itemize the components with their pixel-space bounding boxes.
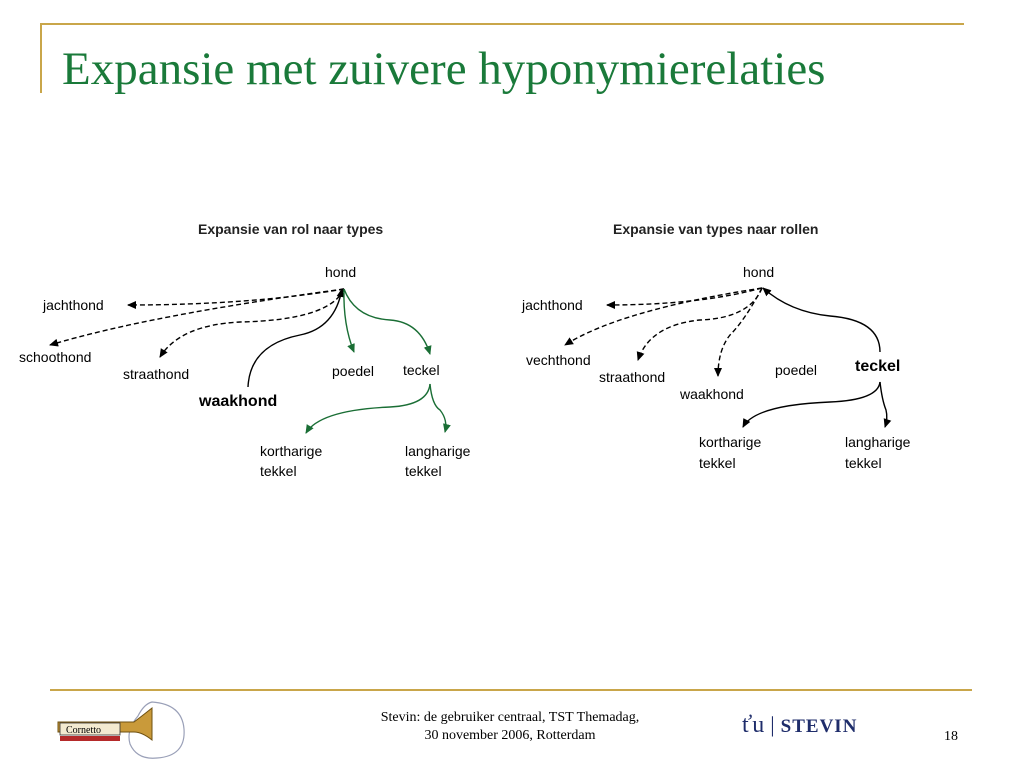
right-node-langharige-line2: tekkel <box>845 455 882 471</box>
edge-teckel-kortharige-left <box>306 384 430 433</box>
slide-title: Expansie met zuivere hyponymierelaties <box>62 43 826 95</box>
edge-teckel-langharige-left <box>430 384 446 432</box>
edge-teckel-hond-right <box>763 288 880 352</box>
left-node-jachthond: jachthond <box>43 297 104 313</box>
left-node-langharige-line1: langharige <box>405 443 471 459</box>
left-diagram-subtitle: Expansie van rol naar types <box>198 221 384 237</box>
left-node-poedel: poedel <box>332 363 375 379</box>
footer-line-2: 30 november 2006, Rotterdam <box>424 728 596 743</box>
right-node-hond: hond <box>743 264 775 280</box>
right-node-kortharige-line2: tekkel <box>699 455 736 471</box>
right-node-jachthond: jachthond <box>522 297 583 313</box>
cornetto-logo-text: Cornetto <box>66 725 101 736</box>
stevin-logo-separator: | <box>770 712 775 737</box>
left-node-kortharige-line2: tekkel <box>260 463 297 479</box>
edge-teckel-langharige-right <box>880 382 887 427</box>
stevin-logo-mark: ťu <box>742 712 765 738</box>
edge-hond-straathond-left <box>160 289 344 357</box>
left-node-langharige-line2: tekkel <box>405 463 442 479</box>
stevin-logo-word: STEVIN <box>780 716 858 737</box>
right-node-teckel: teckel <box>855 358 901 375</box>
edge-hond-waakhond-right <box>718 288 762 376</box>
edge-hond-jachthond-left <box>128 289 344 305</box>
cornetto-logo <box>52 694 192 764</box>
left-diagram-edges <box>50 289 446 433</box>
left-node-straathond: straathond <box>123 366 190 382</box>
edge-hond-jachthond-right <box>607 288 762 305</box>
edge-hond-vechthond-right <box>565 288 762 345</box>
right-node-langharige-line1: langharige <box>845 434 911 450</box>
footer-divider <box>50 689 972 691</box>
left-node-waakhond: waakhond <box>199 393 278 410</box>
stevin-logo <box>742 712 857 739</box>
right-node-vechthond: vechthond <box>526 352 591 368</box>
right-node-straathond: straathond <box>599 369 666 385</box>
left-node-teckel: teckel <box>403 362 440 378</box>
edge-hond-straathond-right <box>638 288 762 360</box>
edge-waakhond-hond-left <box>248 289 342 387</box>
edge-teckel-kortharige-right <box>743 382 880 427</box>
left-node-kortharige-line1: kortharige <box>260 443 323 459</box>
left-node-hond: hond <box>325 264 357 280</box>
right-node-kortharige-line1: kortharige <box>699 434 762 450</box>
right-node-poedel: poedel <box>775 362 818 378</box>
left-node-schoothond: schoothond <box>19 349 92 365</box>
right-node-waakhond: waakhond <box>680 386 744 402</box>
page-number: 18 <box>944 729 958 744</box>
edge-hond-teckel-left <box>344 289 430 354</box>
right-diagram-subtitle: Expansie van types naar rollen <box>613 221 819 237</box>
footer-line-1: Stevin: de gebruiker centraal, TST Themadag, <box>380 710 640 725</box>
right-diagram-edges <box>565 288 887 427</box>
